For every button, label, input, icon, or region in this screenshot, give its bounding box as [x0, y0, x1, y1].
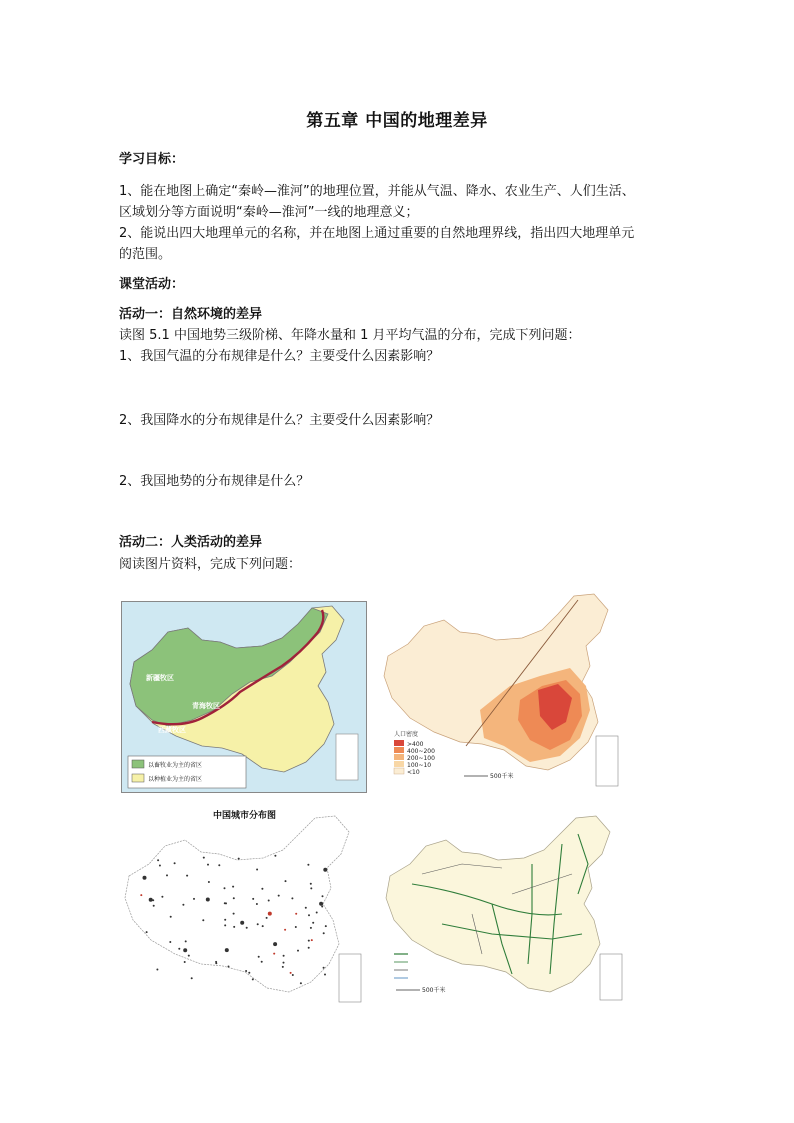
city-dot — [257, 923, 259, 925]
city-dot — [218, 864, 220, 866]
city-dot — [159, 865, 161, 867]
city-dot — [297, 950, 299, 952]
city-dot — [305, 907, 307, 909]
rail-south-sea-inset — [600, 954, 622, 1000]
city-dot — [184, 961, 186, 963]
pop-legend-swatch-4 — [394, 761, 404, 767]
rail-scale-label: 500千米 — [422, 987, 446, 994]
goals-heading: 学习目标： — [119, 152, 185, 167]
city-dot — [273, 953, 275, 955]
pop-south-sea-inset — [596, 736, 618, 786]
city-distribution-map — [121, 804, 365, 1008]
city-dot — [174, 862, 176, 864]
city-dot — [273, 942, 277, 946]
city-dot — [308, 947, 310, 949]
city-dot — [202, 919, 204, 921]
question-temperature: 1、我国气温的分布规律是什么？主要受什么因素影响？ — [119, 349, 440, 364]
city-dot — [206, 898, 210, 902]
city-dot — [183, 948, 187, 952]
pop-legend-swatch-3 — [394, 754, 404, 760]
city-dot — [256, 903, 258, 905]
pop-legend-swatch-5 — [394, 768, 404, 774]
activities-heading: 课堂活动： — [119, 277, 185, 292]
city-dot — [307, 864, 309, 866]
goal-line-3: 2、能说出四大地理单元的名称，并在地图上通过重要的自然地理界线，指出四大地理单元 — [119, 226, 635, 241]
question-terrain: 2、我国地势的分布规律是什么？ — [119, 474, 310, 489]
railway-map — [382, 804, 626, 1004]
city-dot — [321, 906, 323, 908]
city-dot — [283, 955, 285, 957]
city-dot — [319, 902, 323, 906]
city-dot — [283, 962, 285, 964]
city-dot — [224, 919, 226, 921]
city-dot — [228, 966, 230, 968]
pop-legend-swatch-2 — [394, 747, 404, 753]
city-dot — [285, 880, 287, 882]
goal-line-2: 区域划分等方面说明“秦岭—淮河”一线的地理意义； — [119, 205, 419, 220]
city-dot — [323, 967, 325, 969]
city-dot — [295, 913, 297, 915]
city-dot — [252, 978, 254, 980]
city-dot — [225, 948, 229, 952]
city-dot — [268, 912, 272, 916]
city-dot — [312, 922, 314, 924]
city-dot — [182, 904, 184, 906]
city-dot — [170, 916, 172, 918]
city-dot — [258, 956, 260, 958]
city-dot — [290, 972, 292, 974]
pop-legend-label-1: >400 — [407, 741, 424, 748]
city-dot — [166, 874, 168, 876]
city-dot — [188, 955, 190, 957]
city-dot — [203, 857, 205, 859]
city-dot — [178, 948, 180, 950]
city-dot — [266, 917, 268, 919]
city-dot — [238, 858, 240, 860]
city-dot — [156, 969, 158, 971]
city-dot — [308, 914, 310, 916]
city-dot — [143, 876, 147, 880]
rail-legend — [394, 954, 408, 978]
pop-legend-label-3: 200~100 — [407, 755, 435, 762]
city-map-title: 中国城市分布图 — [213, 811, 277, 821]
city-dot — [256, 869, 258, 871]
goal-line-4: 的范围。 — [119, 247, 172, 262]
city-dot — [233, 897, 235, 899]
city-dot — [310, 927, 312, 929]
city-dot — [191, 977, 193, 979]
city-dot — [240, 921, 244, 925]
activity1-intro: 读图 5.1 中国地势三级阶梯、年降水量和 1 月平均气温的分布，完成下列问题： — [119, 328, 581, 343]
agri-legend-box — [128, 756, 246, 788]
population-density-map — [380, 590, 624, 792]
city-dot — [248, 972, 250, 974]
agriculture-map — [121, 601, 367, 793]
city-dot — [224, 924, 226, 926]
pop-legend-label-5: <10 — [407, 769, 420, 776]
city-dot — [193, 898, 195, 900]
city-dot — [310, 883, 312, 885]
agri-legend-label-farming: 以种植业为主的省区 — [148, 776, 203, 783]
city-dot — [208, 881, 210, 883]
city-dot — [140, 894, 142, 896]
city-dot — [185, 940, 187, 942]
city-dot — [207, 864, 209, 866]
activity2-intro: 阅读图片资料，完成下列问题： — [119, 557, 302, 572]
question-precipitation: 2、我国降水的分布规律是什么？主要受什么因素影响？ — [119, 413, 440, 428]
city-dot — [323, 868, 327, 872]
goal-line-1: 1、能在地图上确定“秦岭—淮河”的地理位置，并能从气温、降水、农业生产、人们生活、 — [119, 184, 635, 199]
city-dot — [169, 941, 171, 943]
city-dot — [262, 925, 264, 927]
city-dot — [186, 875, 188, 877]
city-dot — [233, 926, 235, 928]
city-dot — [300, 982, 302, 984]
agri-legend-swatch-farming — [132, 774, 144, 782]
city-dot — [149, 898, 153, 902]
city-dot — [274, 855, 276, 857]
agri-region-label-1: 新疆牧区 — [146, 674, 174, 682]
city-dot — [268, 900, 270, 902]
city-dot — [282, 966, 284, 968]
city-dot — [310, 887, 312, 889]
city-dot — [325, 925, 327, 927]
city-dot — [215, 962, 217, 964]
city-dot — [246, 927, 248, 929]
city-dot — [224, 902, 226, 904]
city-dot — [291, 897, 293, 899]
pop-legend — [394, 740, 435, 776]
city-south-sea-inset — [339, 954, 361, 1002]
city-dot — [232, 886, 234, 888]
city-dot — [278, 895, 280, 897]
pop-scale-label: 500千米 — [490, 773, 514, 780]
city-dot — [146, 931, 148, 933]
city-dot — [157, 859, 159, 861]
city-dot — [316, 912, 318, 914]
city-dot — [323, 932, 325, 934]
city-dot — [322, 895, 324, 897]
city-dot — [324, 974, 326, 976]
city-dot — [261, 888, 263, 890]
activity1-heading: 活动一：自然环境的差异 — [119, 307, 263, 322]
pop-legend-swatch-1 — [394, 740, 404, 746]
city-dot — [284, 929, 286, 931]
city-dot — [292, 974, 294, 976]
pop-legend-label-2: 400~200 — [407, 748, 435, 755]
agri-south-sea-inset — [336, 734, 358, 780]
city-dot — [308, 940, 310, 942]
agri-region-label-2: 青海牧区 — [192, 702, 220, 710]
city-dot — [161, 896, 163, 898]
agri-legend-swatch-pastoral — [132, 760, 144, 768]
page-title: 第五章 中国的地理差异 — [306, 111, 488, 131]
rail-country-area — [386, 816, 610, 992]
city-country-outline — [125, 816, 349, 992]
agri-region-label-3: 西藏牧区 — [158, 726, 186, 734]
city-dot — [224, 887, 226, 889]
pop-legend-title: 人口密度 — [394, 731, 419, 738]
city-dot — [261, 961, 263, 963]
agri-legend-label-pastoral: 以畜牧业为主的省区 — [148, 762, 203, 769]
city-dot — [245, 970, 247, 972]
city-dot — [252, 898, 254, 900]
city-dot — [295, 926, 297, 928]
activity2-heading: 活动二：人类活动的差异 — [119, 535, 263, 550]
city-dot — [153, 905, 155, 907]
pop-legend-label-4: 100~10 — [407, 762, 432, 769]
city-dot — [233, 913, 235, 915]
city-dot — [311, 939, 313, 941]
